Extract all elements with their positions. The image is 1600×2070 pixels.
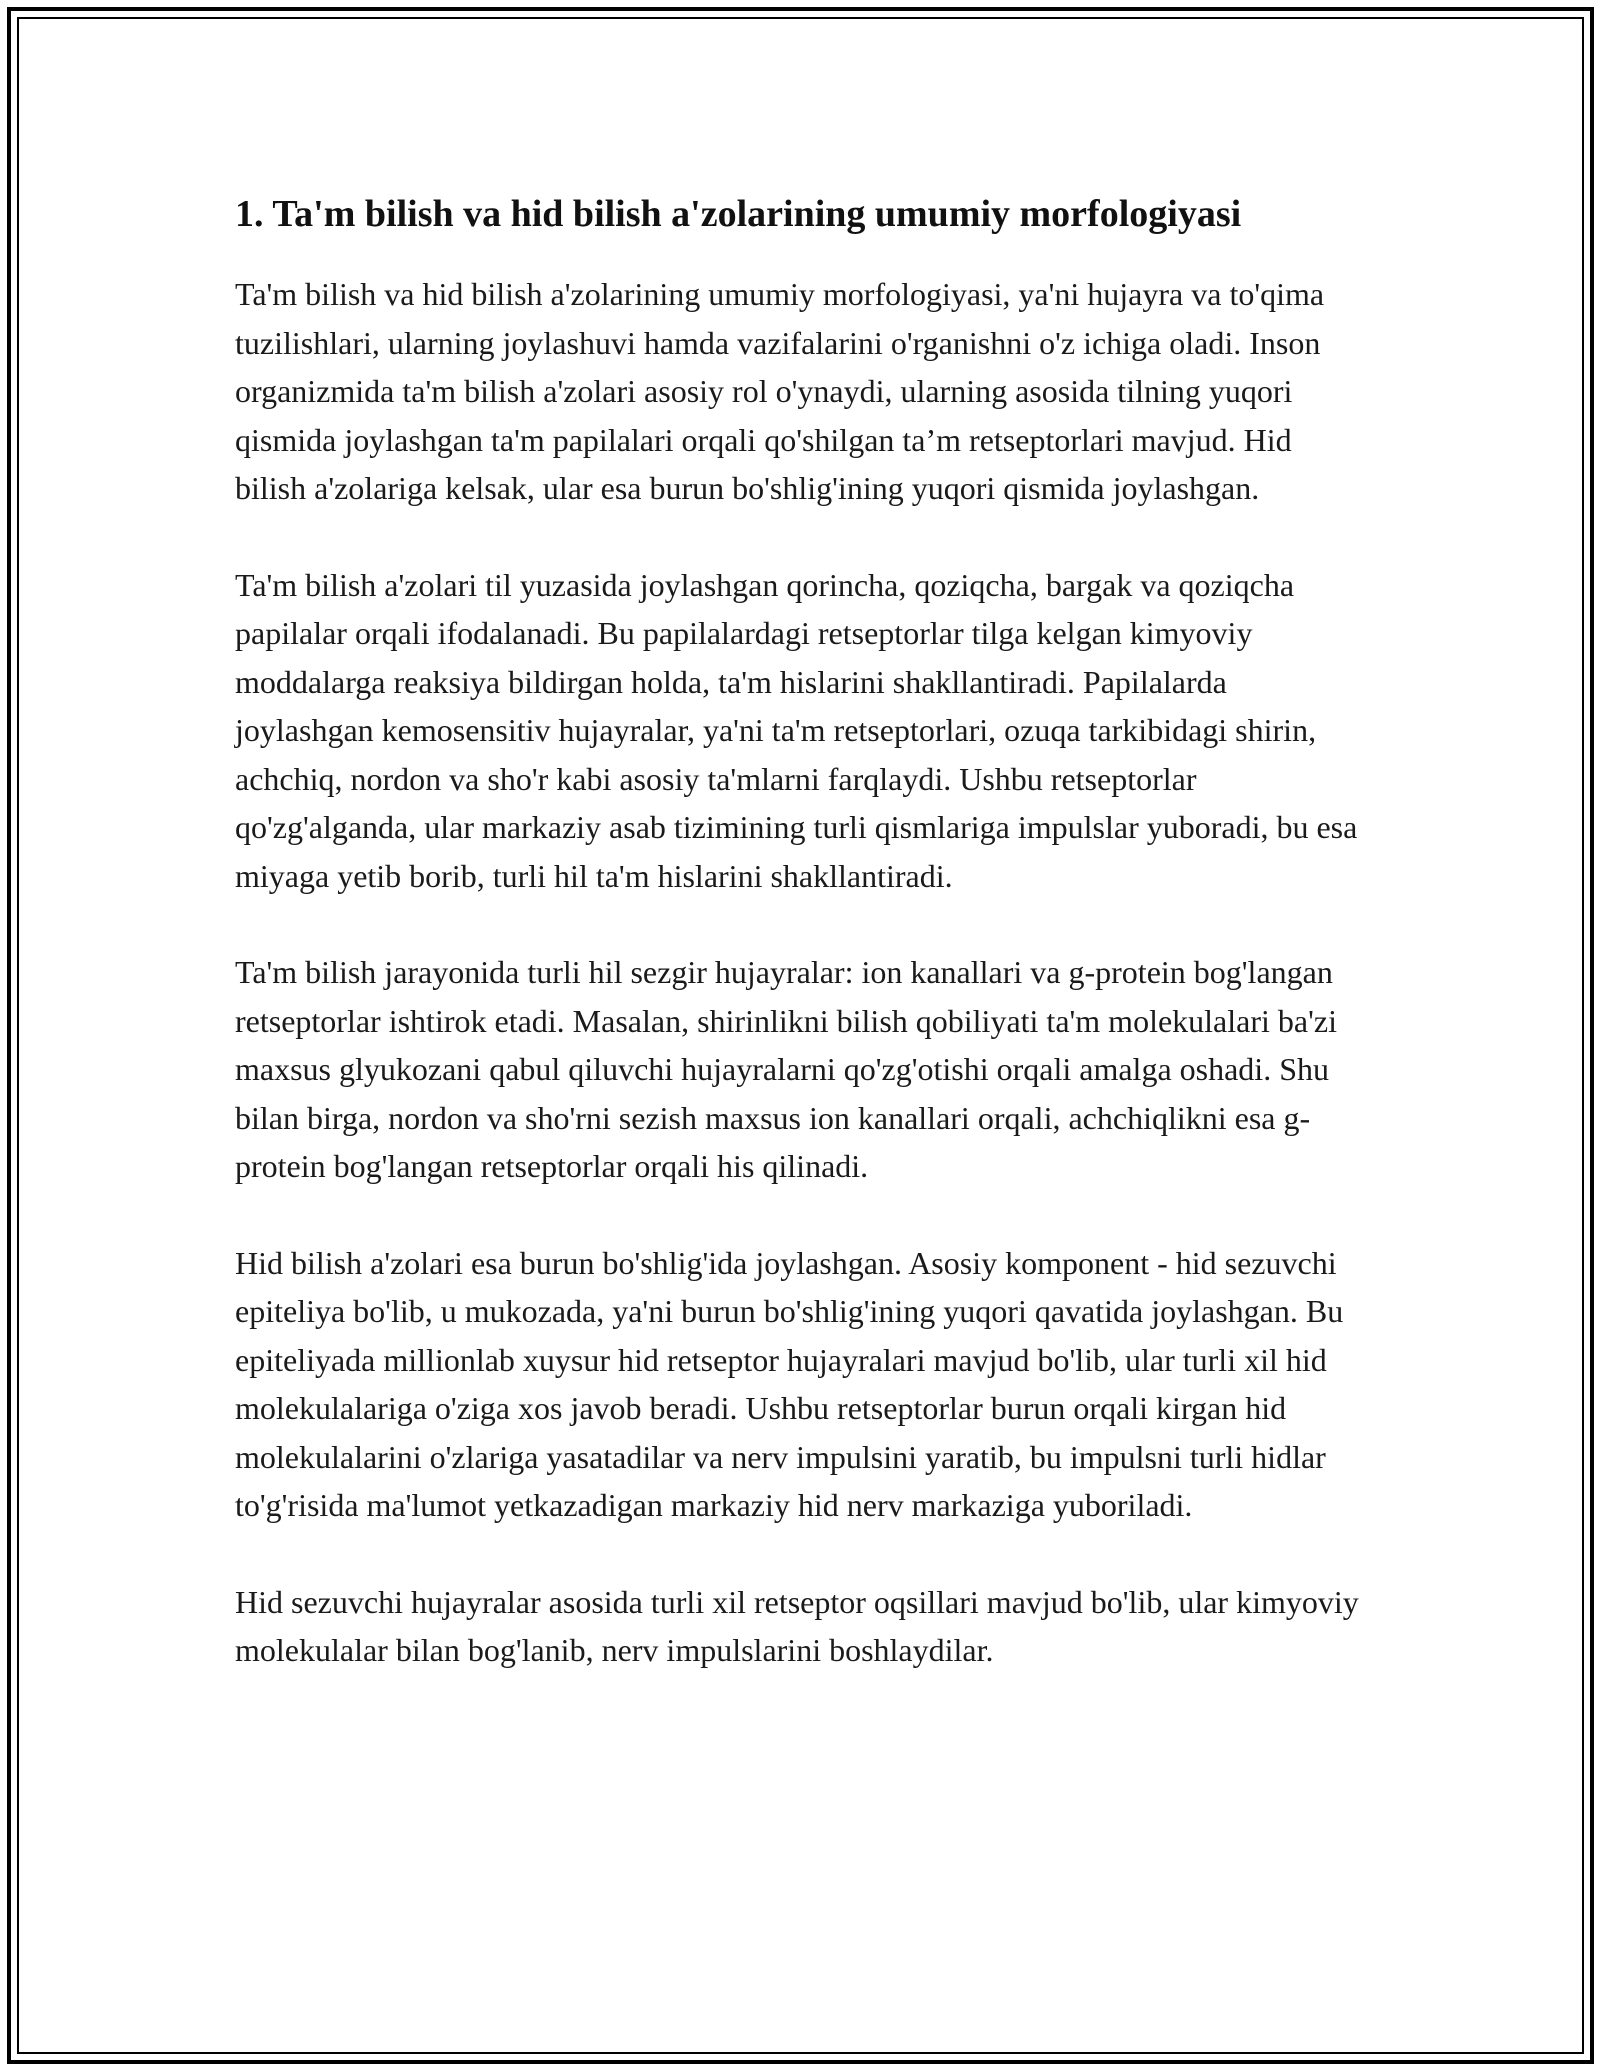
- paragraph-2: Ta'm bilish a'zolari til yuzasida joylashgan qorincha, qoziqcha, bargak va qoziqcha papilalar orqali ifodalanadi. Bu papilalardagi retseptorlar tilga kelgan kimyoviy moddalarga reaksiya bildirgan holda, ta'm hislarini shakllantiradi. Papilalarda joylashgan kemosensitiv hujayralar, ya'ni ta'm retseptorlari, ozuqa tarkibidagi shirin, achchiq, nordon va sho'r kabi asosiy ta'mlarni farqlaydi. Ushbu retseptorlar qo'zg'alganda, ular markaziy asab tizimining turli qismlariga impulslar yuboradi, bu esa miyaga yetib borib, turli hil ta'm hislarini shakllantiradi.: [235, 566, 1358, 894]
- paragraph-1: Ta'm bilish va hid bilish a'zolarining umumiy morfologiyasi, ya'ni hujayra va to'qima tuzilishlari, ularning joylashuvi hamda vazifalarini o'rganishni o'z ichiga oladi. Inson organizmida ta'm bilish a'zolari asosiy rol o'ynaydi, ularning asosida tilning yuqori qismida joylashgan ta'm papilalari orqali qo'shilgan ta’m retseptorlari mavjud. Hid bilish a'zolariga kelsak, ular esa burun bo'shlig'ining yuqori qismida joylashgan.: [235, 276, 1325, 506]
- paragraph-3: Ta'm bilish jarayonida turli hil sezgir hujayralar: ion kanallari va g-protein bog'langan retseptorlar ishtirok etadi. Masalan, shirinlikni bilish qobiliyati ta'm molekulalari ba'zi maxsus glyukozani qabul qiluvchi hujayralarni qo'zg'otishi orqali amalga oshadi. Shu bilan birga, nordon va sho'rni sezish maxsus ion kanallari orqali, achchiqlikni esa g-protein bog'langan retseptorlar orqali his qilinadi.: [235, 954, 1337, 1184]
- document-body: [235, 184, 1370, 1675]
- section-heading: 1. Ta'm bilish va hid bilish a'zolarining umumiy morfologiyasi: [235, 193, 1242, 235]
- paragraph-5: Hid sezuvchi hujayralar asosida turli xil retseptor oqsillari mavjud bo'lib, ular kimyoviy molekulalar bilan bog'lanib, nerv impulslarini boshlaydilar.: [235, 1583, 1359, 1668]
- paragraph-4: Hid bilish a'zolari esa burun bo'shlig'ida joylashgan. Asosiy komponent - hid sezuvchi epiteliya bo'lib, u mukozada, ya'ni burun bo'shlig'ining yuqori qavatida joylashgan. Bu epiteliyada millionlab xuysur hid retseptor hujayralari mavjud bo'lib, ular turli xil hid molekulalariga o'ziga xos javob beradi. Ushbu retseptorlar burun orqali kirgan hid molekulalarini o'zlariga yasatadilar va nerv impulsini yaratib, bu impulsni turli hidlar to'g'risida ma'lumot yetkazadigan markaziy hid nerv markaziga yuboriladi.: [235, 1244, 1344, 1523]
